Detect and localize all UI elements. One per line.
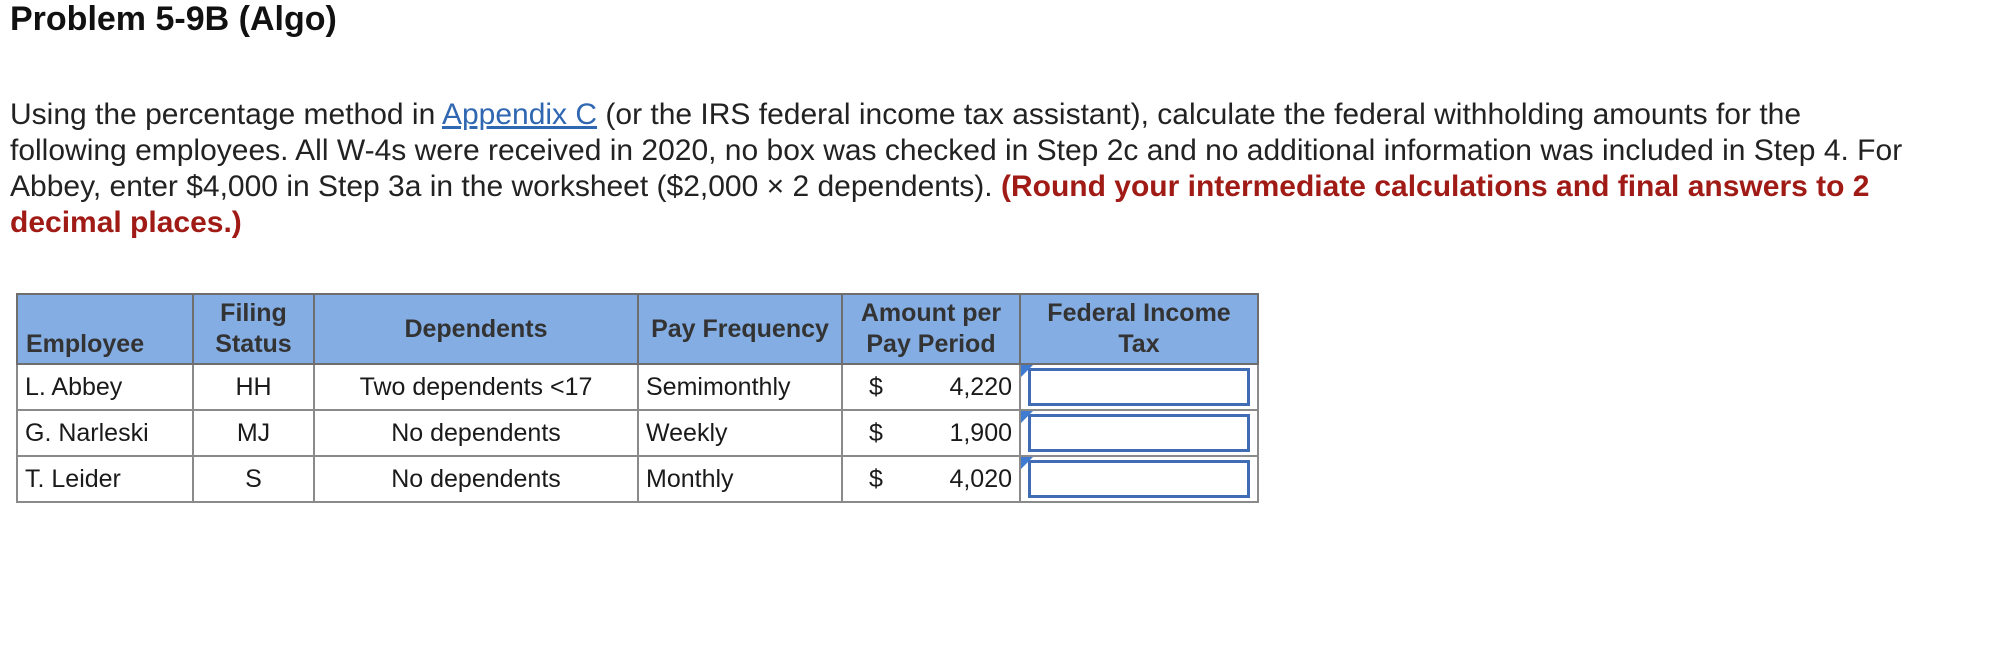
pay-frequency: Monthly <box>638 456 842 502</box>
table-row <box>17 410 1258 456</box>
amount-value: 1,900 <box>949 418 1012 447</box>
withholding-table <box>16 293 1259 503</box>
federal-tax-input-narleski[interactable] <box>1028 414 1250 452</box>
rounding-instruction: (Round your intermediate calculations and final answers to 2 decimal places.) <box>10 170 1870 239</box>
table-header-row <box>17 294 1258 364</box>
prompt-text-2: (or the IRS federal income tax assistant), calculate the federal withholding amounts for the following employees. All W-4s were received in 2020, no box was checked in Step 2c and no additional information was included in Step 4. For Abbey, enter $4,000 in Step 3a in the worksheet ($2,000 × 2 dependents). <box>10 98 1903 203</box>
pay-frequency: Weekly <box>638 410 842 456</box>
federal-tax-cell <box>1020 364 1258 410</box>
employee-name: T. Leider <box>17 456 193 502</box>
federal-tax-input-leider[interactable] <box>1028 460 1250 498</box>
filing-status: HH <box>193 364 314 410</box>
problem-prompt <box>10 97 1910 241</box>
employee-name: L. Abbey <box>17 364 193 410</box>
amount-per-period <box>842 364 1020 410</box>
prompt-text-1: Using the percentage method in <box>10 98 442 131</box>
answer-marker-icon <box>1021 457 1033 469</box>
header-employee: Employee <box>17 294 193 364</box>
amount-value: 4,220 <box>949 372 1012 401</box>
appendix-c-link[interactable]: Appendix C <box>441 98 598 131</box>
currency-symbol: $ <box>869 418 883 447</box>
federal-tax-cell <box>1020 410 1258 456</box>
dependents: No dependents <box>314 410 638 456</box>
currency-symbol: $ <box>869 372 883 401</box>
federal-tax-cell <box>1020 456 1258 502</box>
table-row <box>17 364 1258 410</box>
header-pay-frequency: Pay Frequency <box>638 294 842 364</box>
dependents: No dependents <box>314 456 638 502</box>
answer-marker-icon <box>1021 365 1033 377</box>
header-dependents: Dependents <box>314 294 638 364</box>
federal-tax-input-abbey[interactable] <box>1028 368 1250 406</box>
amount-value: 4,020 <box>949 464 1012 493</box>
filing-status: MJ <box>193 410 314 456</box>
amount-per-period <box>842 410 1020 456</box>
header-federal-tax: Federal Income Tax <box>1020 294 1258 364</box>
problem-title: Problem 5-9B (Algo) <box>10 0 337 38</box>
currency-symbol: $ <box>869 464 883 493</box>
employee-name: G. Narleski <box>17 410 193 456</box>
filing-status: S <box>193 456 314 502</box>
pay-frequency: Semimonthly <box>638 364 842 410</box>
header-amount: Amount per Pay Period <box>842 294 1020 364</box>
answer-marker-icon <box>1021 411 1033 423</box>
dependents: Two dependents <17 <box>314 364 638 410</box>
header-filing-status: Filing Status <box>193 294 314 364</box>
table-row <box>17 456 1258 502</box>
amount-per-period <box>842 456 1020 502</box>
